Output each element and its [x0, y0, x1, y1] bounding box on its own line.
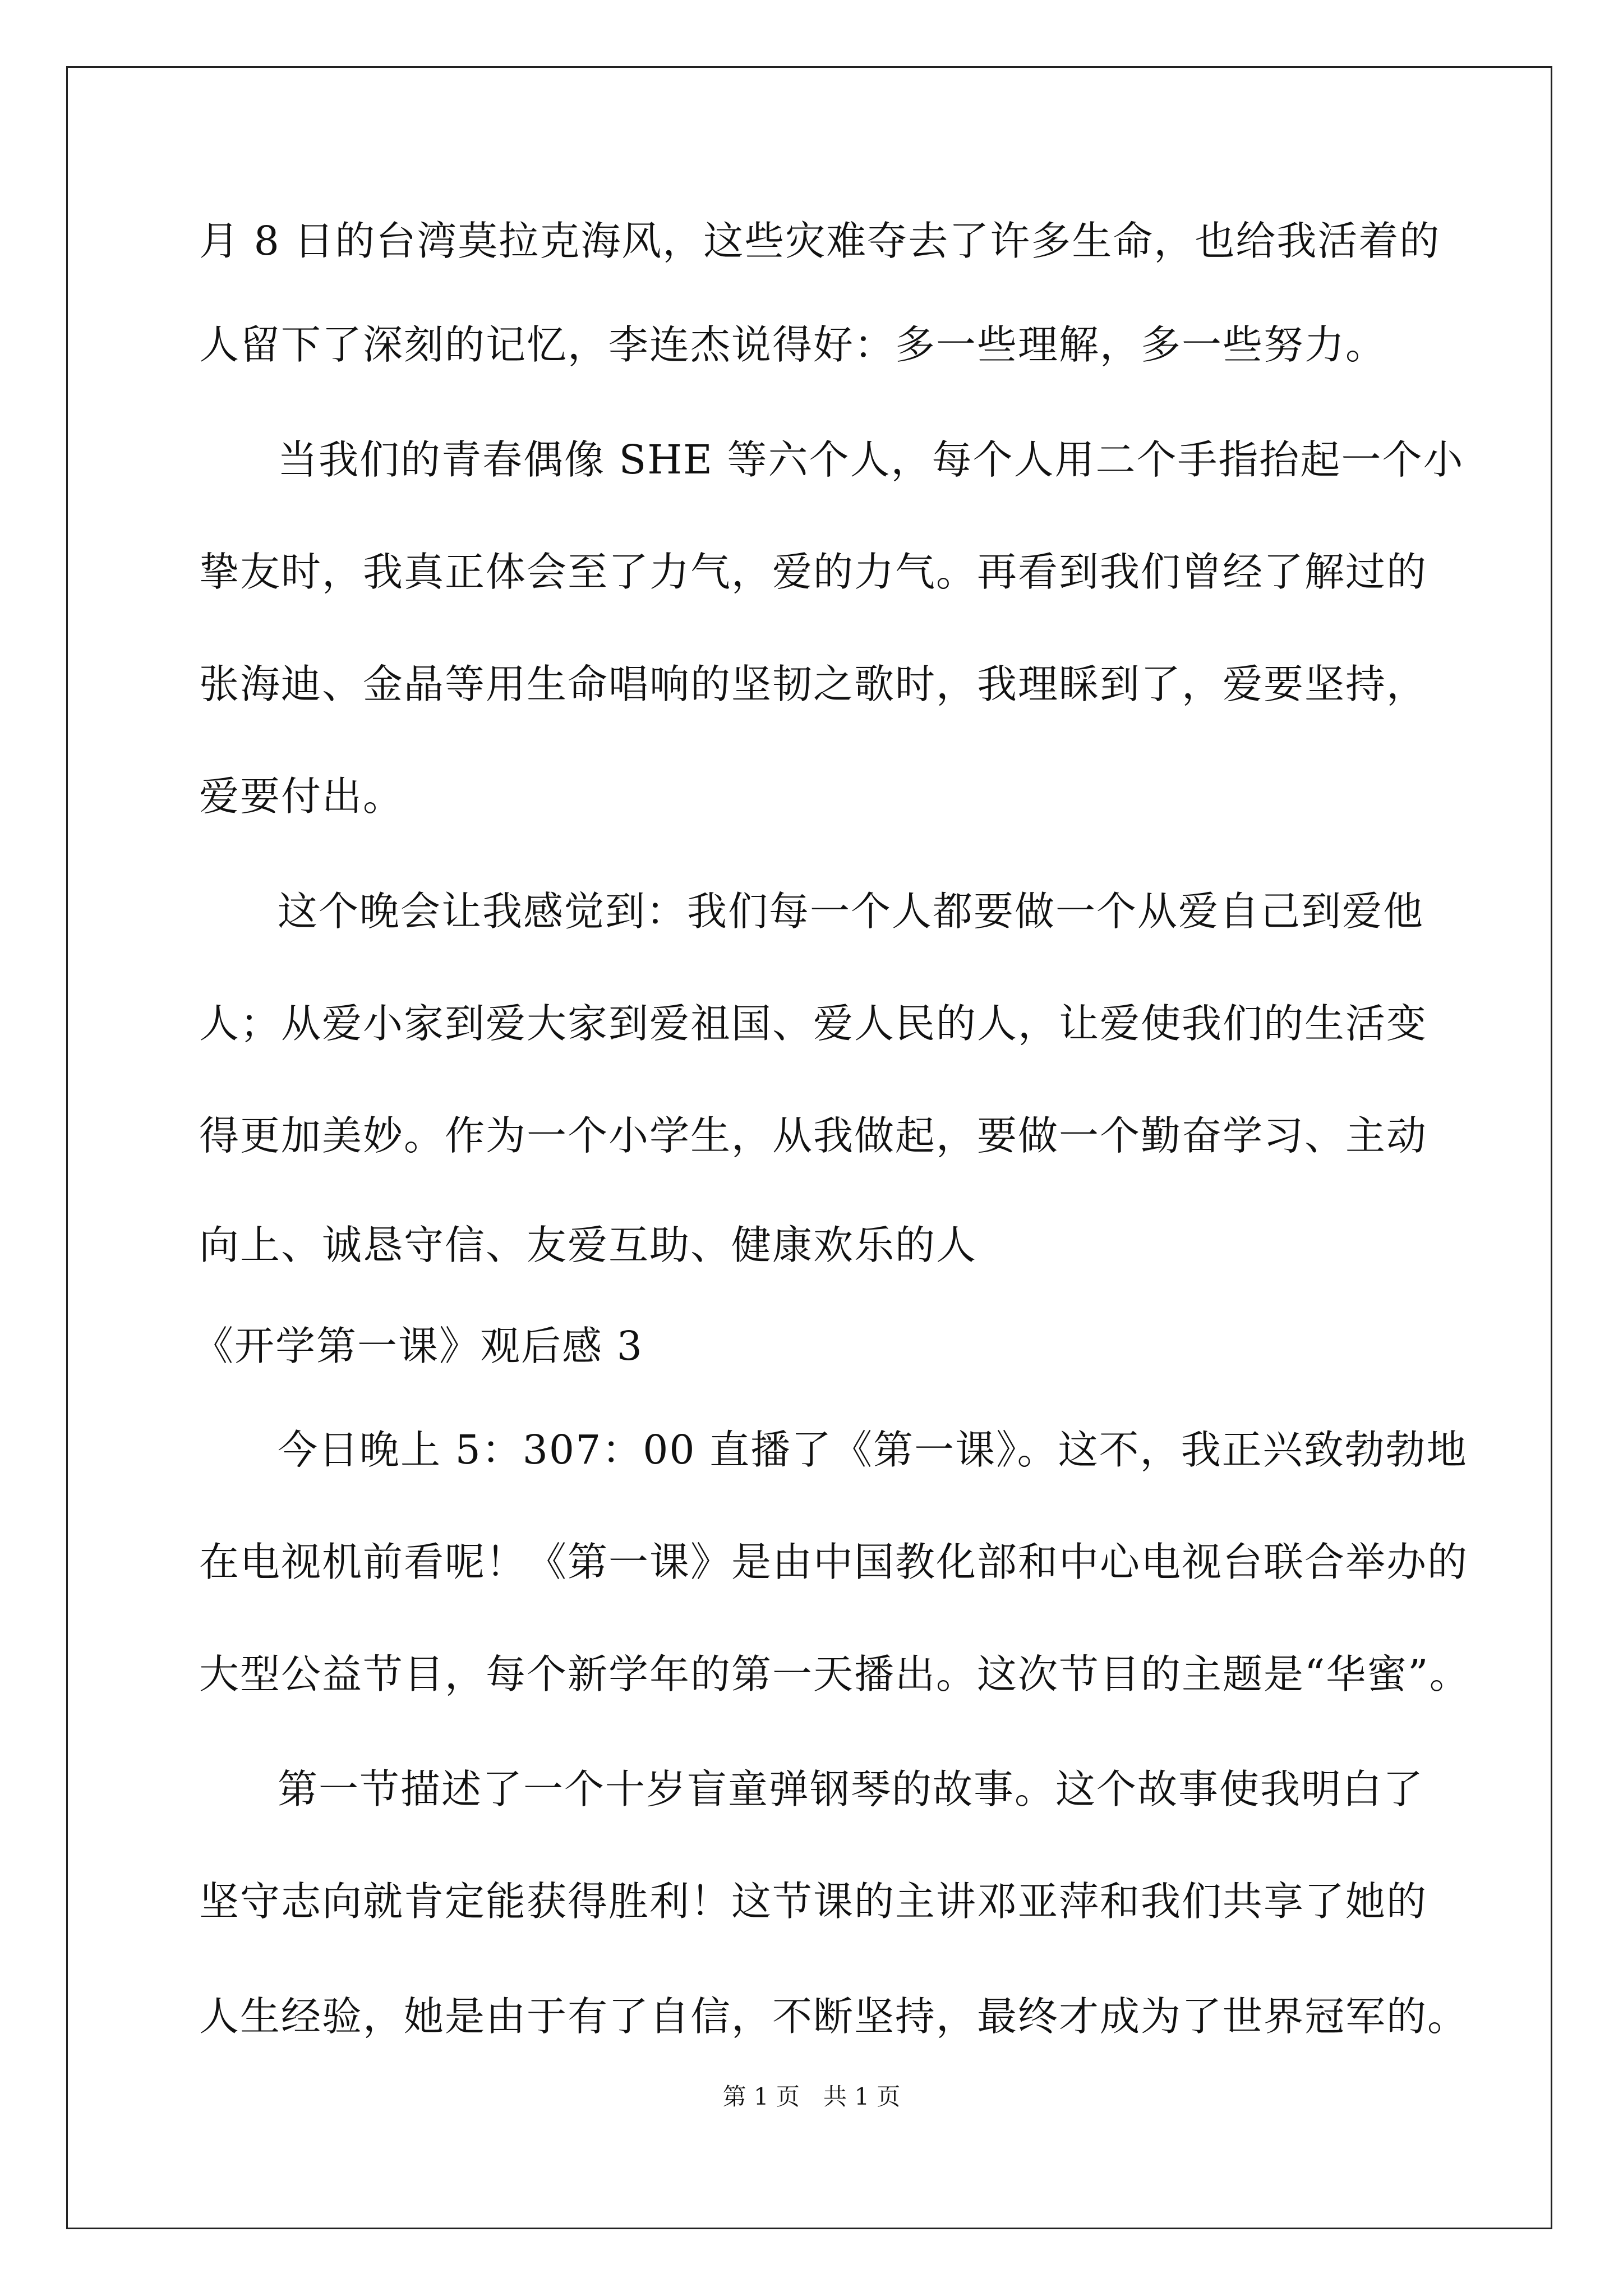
- paragraph-first-line: 第一节描述了一个十岁盲童弹钢琴的故事。这个故事使我明白了: [278, 1766, 1424, 1812]
- text-line: 得更加美妙。作为一个小学生，从我做起，要做一个勤奋学习、主动: [199, 1112, 1428, 1159]
- page-number: 第 1 页 共 1 页: [722, 2083, 901, 2110]
- text-line: 爱要付出。: [199, 773, 404, 820]
- text-line: 张海迪、金晶等用生命唱响的坚韧之歌时，我理睬到了，爱要坚持，: [199, 661, 1428, 707]
- text-line: 在电视机前看呢！《第一课》是由中国教化部和中心电视台联合举办的: [199, 1539, 1469, 1585]
- text-line: 坚守志向就肯定能获得胜利！这节课的主讲邓亚萍和我们共享了她的: [199, 1878, 1428, 1925]
- text-line: 挚友时，我真正体会至了力气，爱的力气。再看到我们曾经了解过的: [199, 549, 1428, 595]
- text-line: 向上、诚恳守信、友爱互助、健康欢乐的人: [199, 1222, 978, 1268]
- text-line: 大型公益节目，每个新学年的第一天播出。这次节目的主题是“华蜜”。: [199, 1651, 1470, 1697]
- text-line: 人生经验，她是由于有了自信，不断坚持，最终才成为了世界冠军的。: [199, 1993, 1469, 2040]
- paragraph-first-line: 这个晚会让我感觉到：我们每一个人都要做一个从爱自己到爱他: [278, 888, 1424, 935]
- text-line: 人留下了深刻的记忆，李连杰说得好：多一些理解，多一些努力。: [199, 321, 1387, 368]
- paragraph-first-line: 今日晚上 5：307：00 直播了《第一课》。这不，我正兴致勃勃地: [278, 1427, 1468, 1473]
- paragraph-first-line: 当我们的青春偶像 SHE 等六个人，每个人用二个手指抬起一个小: [278, 436, 1464, 483]
- section-heading: 《开学第一课》观后感 3: [193, 1323, 643, 1369]
- text-line: 人；从爱小家到爱大家到爱祖国、爱人民的人，让爱使我们的生活变: [199, 1000, 1428, 1047]
- text-line: 月 8 日的台湾莫拉克海风，这些灾难夺去了许多生命，也给我活着的: [199, 218, 1441, 264]
